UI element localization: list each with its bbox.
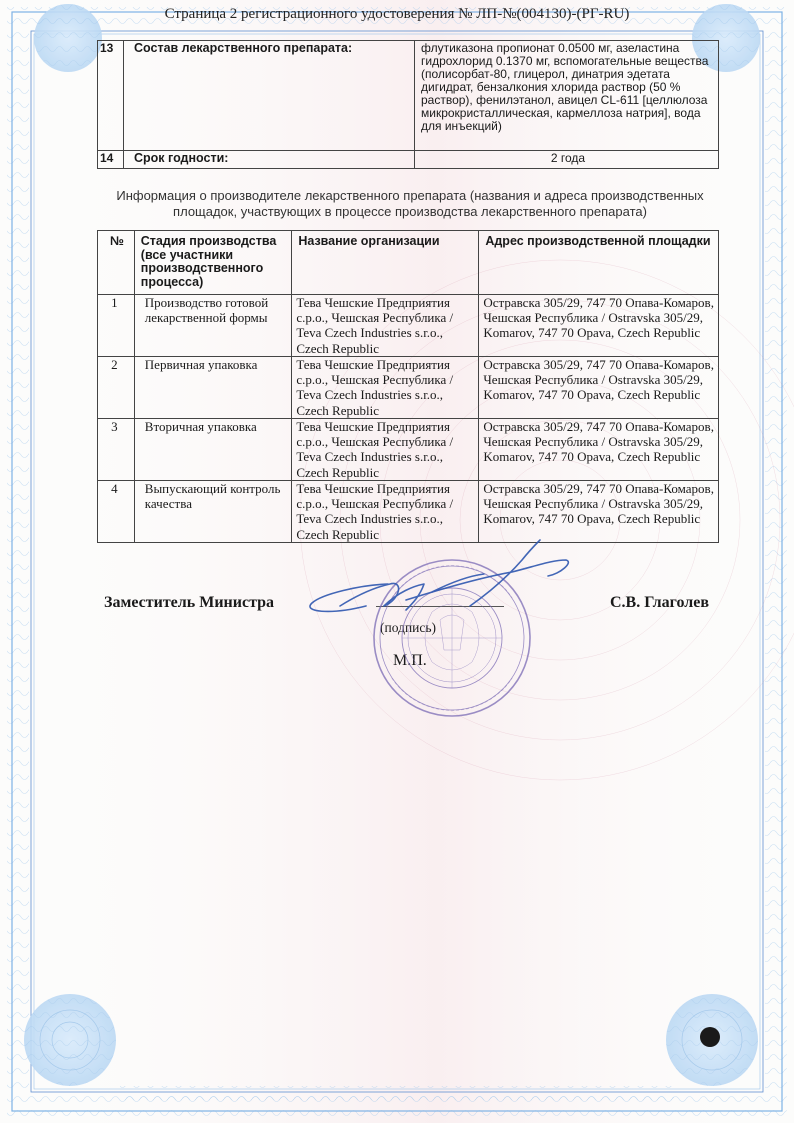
cell-address: Остравска 305/29, 747 70 Опава-Комаров, Чешская Республика / Ostravska 305/29, Komarov, 747 70 Opava, Czech Republic	[479, 481, 719, 543]
row-label: Состав лекарственного препарата:	[124, 41, 415, 151]
manufacturer-info-heading: Информация о производителе лекарственного препарата (названия и адреса производственных площадок, участвующих в процессе производства лекарственного препарата)	[116, 188, 704, 219]
signature-line	[376, 606, 504, 607]
composition-table	[97, 40, 719, 169]
cell-org: Тева Чешские Предприятия с.р.о., Чешская Республика / Teva Czech Industries s.r.o., Czech Republic	[292, 481, 479, 543]
cell-address: Остравска 305/29, 747 70 Опава-Комаров, Чешская Республика / Ostravska 305/29, Komarov, 747 70 Opava, Czech Republic	[479, 419, 719, 481]
cell-stage: Производство готовой лекарственной формы	[134, 295, 292, 357]
table-row	[98, 357, 719, 419]
signatory-name: С.В. Глаголев	[610, 594, 709, 611]
column-header-stage: Стадия производства (все участники производственного процесса)	[134, 231, 292, 295]
cell-address: Остравска 305/29, 747 70 Опава-Комаров, Чешская Республика / Ostravska 305/29, Komarov, 747 70 Opava, Czech Republic	[479, 295, 719, 357]
cell-num: 3	[98, 419, 135, 481]
row-label: Срок годности:	[124, 151, 415, 169]
cell-num: 1	[98, 295, 135, 357]
page-header: Страница 2 регистрационного удостоверения № ЛП-№(004130)-(РГ-RU)	[164, 6, 630, 22]
cell-address: Остравска 305/29, 747 70 Опава-Комаров, Чешская Республика / Ostravska 305/29, Komarov, 747 70 Opava, Czech Republic	[479, 357, 719, 419]
table-row	[98, 481, 719, 543]
table-header-row	[98, 231, 719, 295]
table-row	[98, 419, 719, 481]
table-row	[98, 41, 719, 151]
cell-org: Тева Чешские Предприятия с.р.о., Чешская Республика / Teva Czech Industries s.r.o., Czech Republic	[292, 295, 479, 357]
shelf-life-value: 2 года	[415, 151, 719, 169]
row-number: 14	[98, 151, 124, 169]
composition-value: флутиказона пропионат 0.0500 мг, азеластина гидрохлорид 0.1370 мг, вспомогательные вещества (полисорбат-80, глицерол, динатрия эдетата дигидрат, бензалкония хлорида раствор (50 % раствор), фенилэтанол, авицел CL-611 [целлюлоза микрокристаллическая, кармеллоза натрия], вода для инъекций)	[415, 41, 719, 151]
table-row	[98, 151, 719, 169]
column-header-org: Название организации	[292, 231, 479, 295]
cell-stage: Вторичная упаковка	[134, 419, 292, 481]
cell-org: Тева Чешские Предприятия с.р.о., Чешская Республика / Teva Czech Industries s.r.o., Czech Republic	[292, 357, 479, 419]
table-row	[98, 295, 719, 357]
cell-stage: Выпускающий контроль качества	[134, 481, 292, 543]
cell-num: 2	[98, 357, 135, 419]
row-number: 13	[98, 41, 124, 151]
cell-stage: Первичная упаковка	[134, 357, 292, 419]
stamp-label: М.П.	[393, 652, 427, 669]
cell-org: Тева Чешские Предприятия с.р.о., Чешская Республика / Teva Czech Industries s.r.o., Czech Republic	[292, 419, 479, 481]
column-header-num: №	[98, 231, 135, 295]
column-header-address: Адрес производственной площадки	[479, 231, 719, 295]
signatory-position: Заместитель Министра	[104, 594, 275, 611]
cell-num: 4	[98, 481, 135, 543]
signature-caption: (подпись)	[380, 620, 437, 635]
manufacturer-table	[97, 230, 719, 543]
